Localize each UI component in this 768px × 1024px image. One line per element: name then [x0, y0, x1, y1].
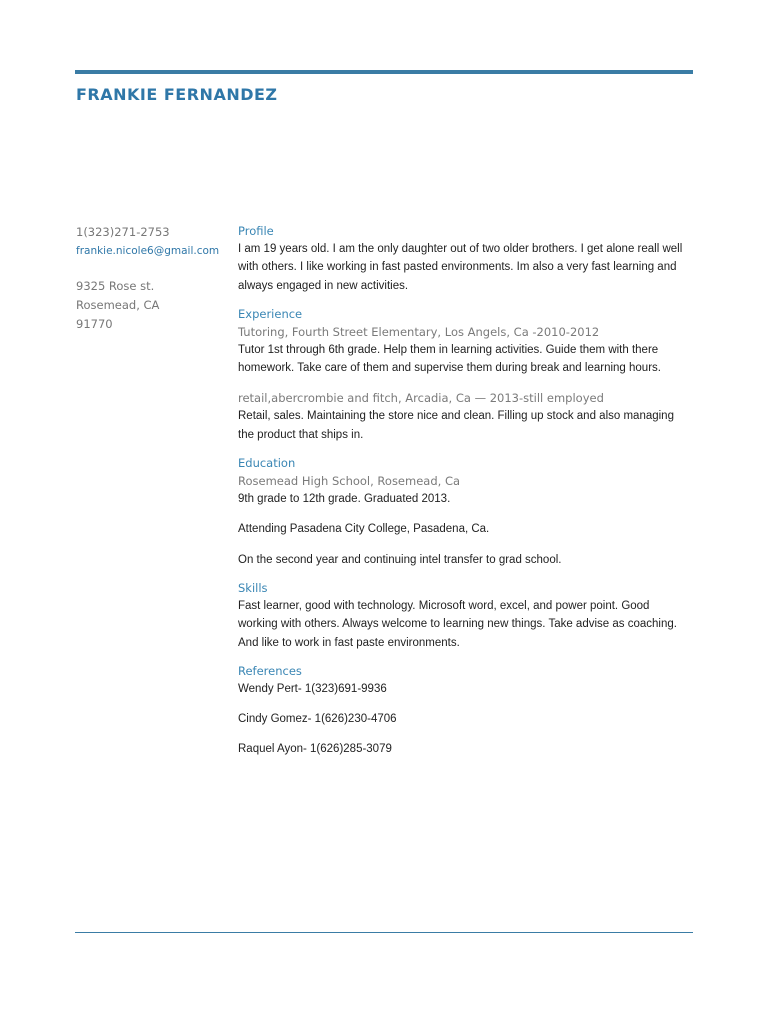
- experience-title: Experience: [238, 306, 303, 321]
- resume-name: FRANKIE FERNANDEZ: [76, 85, 278, 104]
- contact-spacer: [76, 261, 226, 277]
- reference-item: Raquel Ayon- 1(626)285-3079: [238, 743, 392, 756]
- resume-main: [238, 222, 688, 769]
- email-address[interactable]: frankie.nicole6@gmail.com: [76, 245, 220, 257]
- experience-heading: Tutoring, Fourth Street Elementary, Los Angels, Ca -2010-2012: [238, 324, 600, 339]
- experience-item: [238, 323, 688, 378]
- top-divider: [75, 70, 693, 74]
- education-title: Education: [238, 456, 296, 471]
- education-line: 9th grade to 12th grade. Graduated 2013.: [238, 493, 451, 506]
- experience-item: [238, 389, 688, 444]
- address-line-1: 9325 Rose st.: [76, 279, 155, 293]
- profile-section: [238, 222, 688, 295]
- reference-gap: [238, 698, 688, 710]
- skills-title: Skills: [238, 580, 268, 595]
- contact-block: [76, 223, 226, 334]
- references-title: References: [238, 663, 302, 678]
- experience-heading: retail,abercrombie and fitch, Arcadia, Ca — 2013-still employed: [238, 391, 604, 406]
- experience-section: [238, 305, 688, 444]
- reference-gap: [238, 728, 688, 740]
- bottom-divider: [75, 932, 693, 933]
- experience-gap: [238, 377, 688, 389]
- profile-title: Profile: [238, 224, 274, 238]
- reference-item: Wendy Pert- 1(323)691-9936: [238, 682, 387, 695]
- education-heading: Rosemead High School, Rosemead, Ca: [238, 474, 461, 489]
- education-gap: [238, 539, 688, 551]
- address-zip: 91770: [76, 317, 113, 331]
- references-section: [238, 662, 688, 759]
- profile-text: I am 19 years old. I am the only daughter out of two older brothers. I get alone reall well with others. I like working in fast pasted environments. Im also a very fast learning and always engaged in new activities.: [238, 243, 683, 292]
- skills-section: [238, 579, 688, 652]
- education-line: On the second year and continuing intel transfer to grad school.: [238, 553, 562, 566]
- education-section: [238, 454, 688, 569]
- experience-text: Retail, sales. Maintaining the store nice and clean. Filling up stock and also managing the product that ships in.: [238, 410, 674, 441]
- skills-text: Fast learner, good with technology. Microsoft word, excel, and power point. Good working with others. Always welcome to learning new things. Take advise as coaching. And like to work in fast paste environments.: [238, 599, 677, 649]
- address-line-2: Rosemead, CA: [76, 298, 160, 312]
- education-gap: [238, 508, 688, 520]
- phone-number: 1(323)271-2753: [76, 225, 170, 239]
- education-line: Attending Pasadena City College, Pasadena, Ca.: [238, 523, 490, 536]
- reference-item: Cindy Gomez- 1(626)230-4706: [238, 713, 397, 726]
- experience-text: Tutor 1st through 6th grade. Help them in learning activities. Guide them with there homework. Take care of them and supervise them during break and learning hours.: [238, 343, 661, 375]
